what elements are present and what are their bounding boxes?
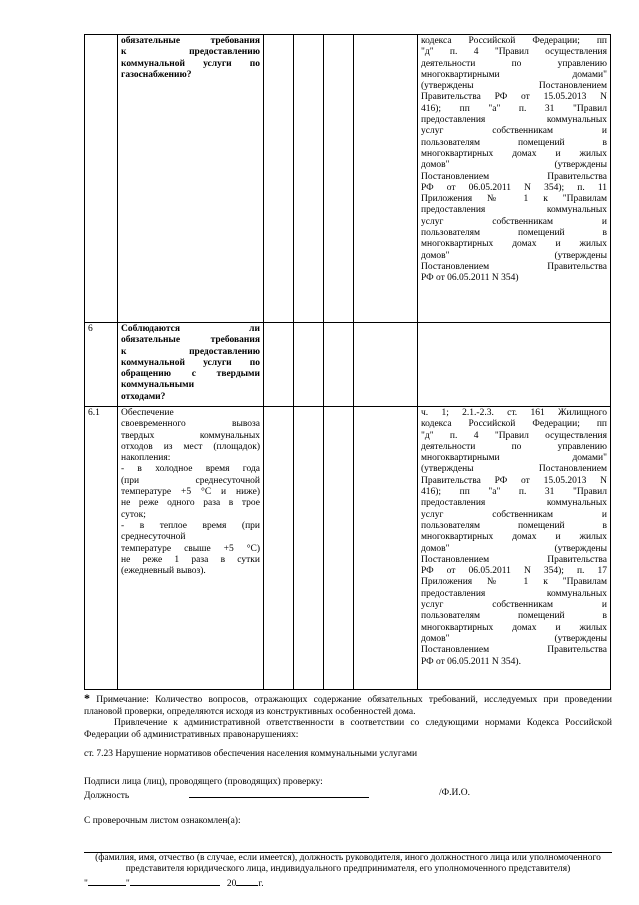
text-line: среднесуточной — [121, 532, 186, 543]
text-line: 416); пп "а" п. 31 "Правил — [421, 103, 607, 114]
text-line: Постановлением Правительства — [421, 171, 607, 182]
text-line: температуре свыше +5 °С) — [121, 543, 260, 554]
text-line: к предоставлению — [121, 346, 260, 357]
text-line: домов" (утверждены — [421, 160, 607, 171]
text-line: Приложения № 1 к "Правилам — [421, 194, 607, 205]
notes-section — [84, 693, 612, 890]
date-day-field[interactable] — [88, 876, 126, 886]
text-line: обязательные требования — [121, 36, 260, 46]
answer-no-cell — [294, 407, 324, 690]
text-line: (утверждены Постановлением — [421, 81, 607, 92]
text-line: Постановлением Правительства — [421, 554, 607, 565]
text-line: многоквартирными домами" — [421, 453, 607, 464]
position-signature-line[interactable] — [189, 788, 369, 798]
liability-text: Привлечение к административной ответственности в соответствии со следующими нормами Кодекса Российской Федерации об административных правонарушениях: — [84, 718, 612, 740]
reference-cell — [418, 35, 611, 323]
text-line: многоквартирных домах и жилых — [421, 532, 607, 543]
text-line: коммунальными — [121, 380, 195, 391]
fio-label: /Ф.И.О. — [439, 788, 470, 798]
answer-no-cell — [294, 35, 324, 323]
answer-na-cell — [324, 323, 354, 407]
answer-no-cell — [294, 323, 324, 407]
text-line: своевременного вывоза — [121, 419, 260, 430]
text-line: РФ от 06.05.2011 N 354) — [421, 273, 519, 284]
text-line: предоставления коммунальных — [421, 588, 607, 599]
text-line: домов" (утверждены — [421, 543, 607, 554]
signature-row — [84, 788, 612, 800]
text-line: коммунальной услуги по — [121, 357, 260, 368]
text-line: - в теплое время (при — [121, 520, 260, 531]
text-line: многоквартирных домах и жилых — [421, 148, 607, 159]
checklist-table — [84, 34, 611, 690]
text-line: Правительства РФ от 15.05.2013 N — [421, 92, 607, 103]
text-line: многоквартирных домах и жилых — [421, 622, 607, 633]
text-line: РФ от 06.05.2011 N 354); п. 11 — [421, 182, 607, 193]
text-line: твердых коммунальных — [121, 430, 260, 441]
comment-cell — [354, 323, 418, 407]
text-line: Постановлением Правительства — [421, 645, 607, 656]
text-line: услуг собственникам и — [421, 126, 607, 137]
comment-cell — [354, 407, 418, 690]
table-row — [85, 35, 611, 323]
text-line: "д" п. 4 "Правил осуществления — [421, 47, 607, 58]
text-line: "д" п. 4 "Правил осуществления — [421, 430, 607, 441]
text-line: отходами? — [121, 391, 166, 402]
acquainted-label: С проверочным листом ознакомлен(а): — [84, 816, 241, 826]
text-line: Соблюдаются ли — [121, 324, 260, 334]
reference-cell — [418, 323, 611, 407]
text-line: домов" (утверждены — [421, 633, 607, 644]
text-line: (при среднесуточной — [121, 475, 260, 486]
text-line: газоснабжению? — [121, 69, 192, 80]
row-number-cell — [85, 35, 118, 323]
text-line: РФ от 06.05.2011 N 354); п. 17 — [421, 566, 607, 577]
row-number-cell: 6 — [85, 323, 118, 407]
text-line: деятельности по управлению — [421, 58, 607, 69]
text-line: обязательные требования — [121, 335, 260, 346]
answer-yes-cell — [264, 323, 294, 407]
text-line: не реже 1 раза в сутки — [121, 554, 260, 565]
text-line: не реже одного раза в трое — [121, 498, 260, 509]
text-line: коммунальной услуги по — [121, 58, 260, 69]
answer-na-cell — [324, 407, 354, 690]
footnote-text: Примечание: Количество вопросов, отражающих содержание обязательных требований, исследуемых при проведении плановой проверки, определяются исходя из конструктивных особенностей дома. — [84, 695, 613, 717]
text-line: домов" (утверждены — [421, 250, 607, 261]
row-number-cell: 6.1 — [85, 407, 118, 690]
text-line: Постановлением Правительства — [421, 261, 607, 272]
text-line: отходов из мест (площадок) — [121, 441, 260, 452]
date-month-field[interactable] — [130, 876, 220, 886]
answer-yes-cell — [264, 407, 294, 690]
text-line: (ежедневный вывоз). — [121, 566, 206, 577]
text-line: деятельности по управлению — [421, 441, 607, 452]
text-line: (утверждены Постановлением — [421, 464, 607, 475]
footnote-star: * — [84, 691, 90, 705]
acquainted-caption: (фамилия, имя, отчество (в случае, если имеется), должность руководителя, иного должностного лица или уполномоченного представителя юридического лица, индивидуального предпринимателя, его уполномоченного представителя) — [95, 852, 601, 874]
text-line: обращению с твердыми — [121, 369, 260, 380]
text-line: суток; — [121, 509, 146, 520]
comment-cell — [354, 35, 418, 323]
signatures-label: Подписи лица (лиц), проводящего (проводящих) проверку: — [84, 776, 323, 787]
footnote — [84, 693, 612, 718]
text-line: кодекса Российской Федерации; пп — [421, 36, 607, 46]
answer-na-cell — [324, 35, 354, 323]
text-line: пользователям помещений в — [421, 611, 607, 622]
article-text: ст. 7.23 Нарушение нормативов обеспечения населения коммунальными услугами — [84, 749, 418, 759]
table-row — [85, 407, 611, 690]
text-line: накопления: — [121, 453, 171, 464]
text-line: - в холодное время года — [121, 464, 260, 475]
date-year-field[interactable] — [236, 876, 258, 886]
question-cell — [118, 407, 264, 690]
text-line: пользователям помещений в — [421, 228, 607, 239]
text-line: кодекса Российской Федерации; пп — [421, 419, 607, 430]
question-cell — [118, 35, 264, 323]
text-line: многоквартирными домами" — [421, 69, 607, 80]
table-row — [85, 323, 611, 407]
text-line: Обеспечение — [121, 408, 174, 418]
text-line: услуг собственникам и — [421, 600, 607, 611]
text-line: предоставления коммунальных — [421, 498, 607, 509]
text-line: услуг собственникам и — [421, 216, 607, 227]
text-line: пользователям помещений в — [421, 520, 607, 531]
text-line: температуре +5 °С и ниже) — [121, 487, 260, 498]
reference-cell — [418, 407, 611, 690]
date-line: " " 20 г. — [84, 876, 612, 891]
text-line: услуг собственникам и — [421, 509, 607, 520]
text-line: Приложения № 1 к "Правилам — [421, 577, 607, 588]
text-line: к предоставлению — [121, 47, 260, 58]
text-line: предоставления коммунальных — [421, 205, 607, 216]
text-line: РФ от 06.05.2011 N 354). — [421, 656, 521, 667]
text-line: ч. 1; 2.1.-2.3. ст. 161 Жилищного — [421, 408, 607, 418]
text-line: 416); пп "а" п. 31 "Правил — [421, 487, 607, 498]
question-cell — [118, 323, 264, 407]
text-line: пользователям помещений в — [421, 137, 607, 148]
text-line: Правительства РФ от 15.05.2013 N — [421, 475, 607, 486]
text-line: многоквартирных домах и жилых — [421, 239, 607, 250]
position-label: Должность — [84, 791, 130, 801]
text-line: предоставления коммунальных — [421, 115, 607, 126]
answer-yes-cell — [264, 35, 294, 323]
